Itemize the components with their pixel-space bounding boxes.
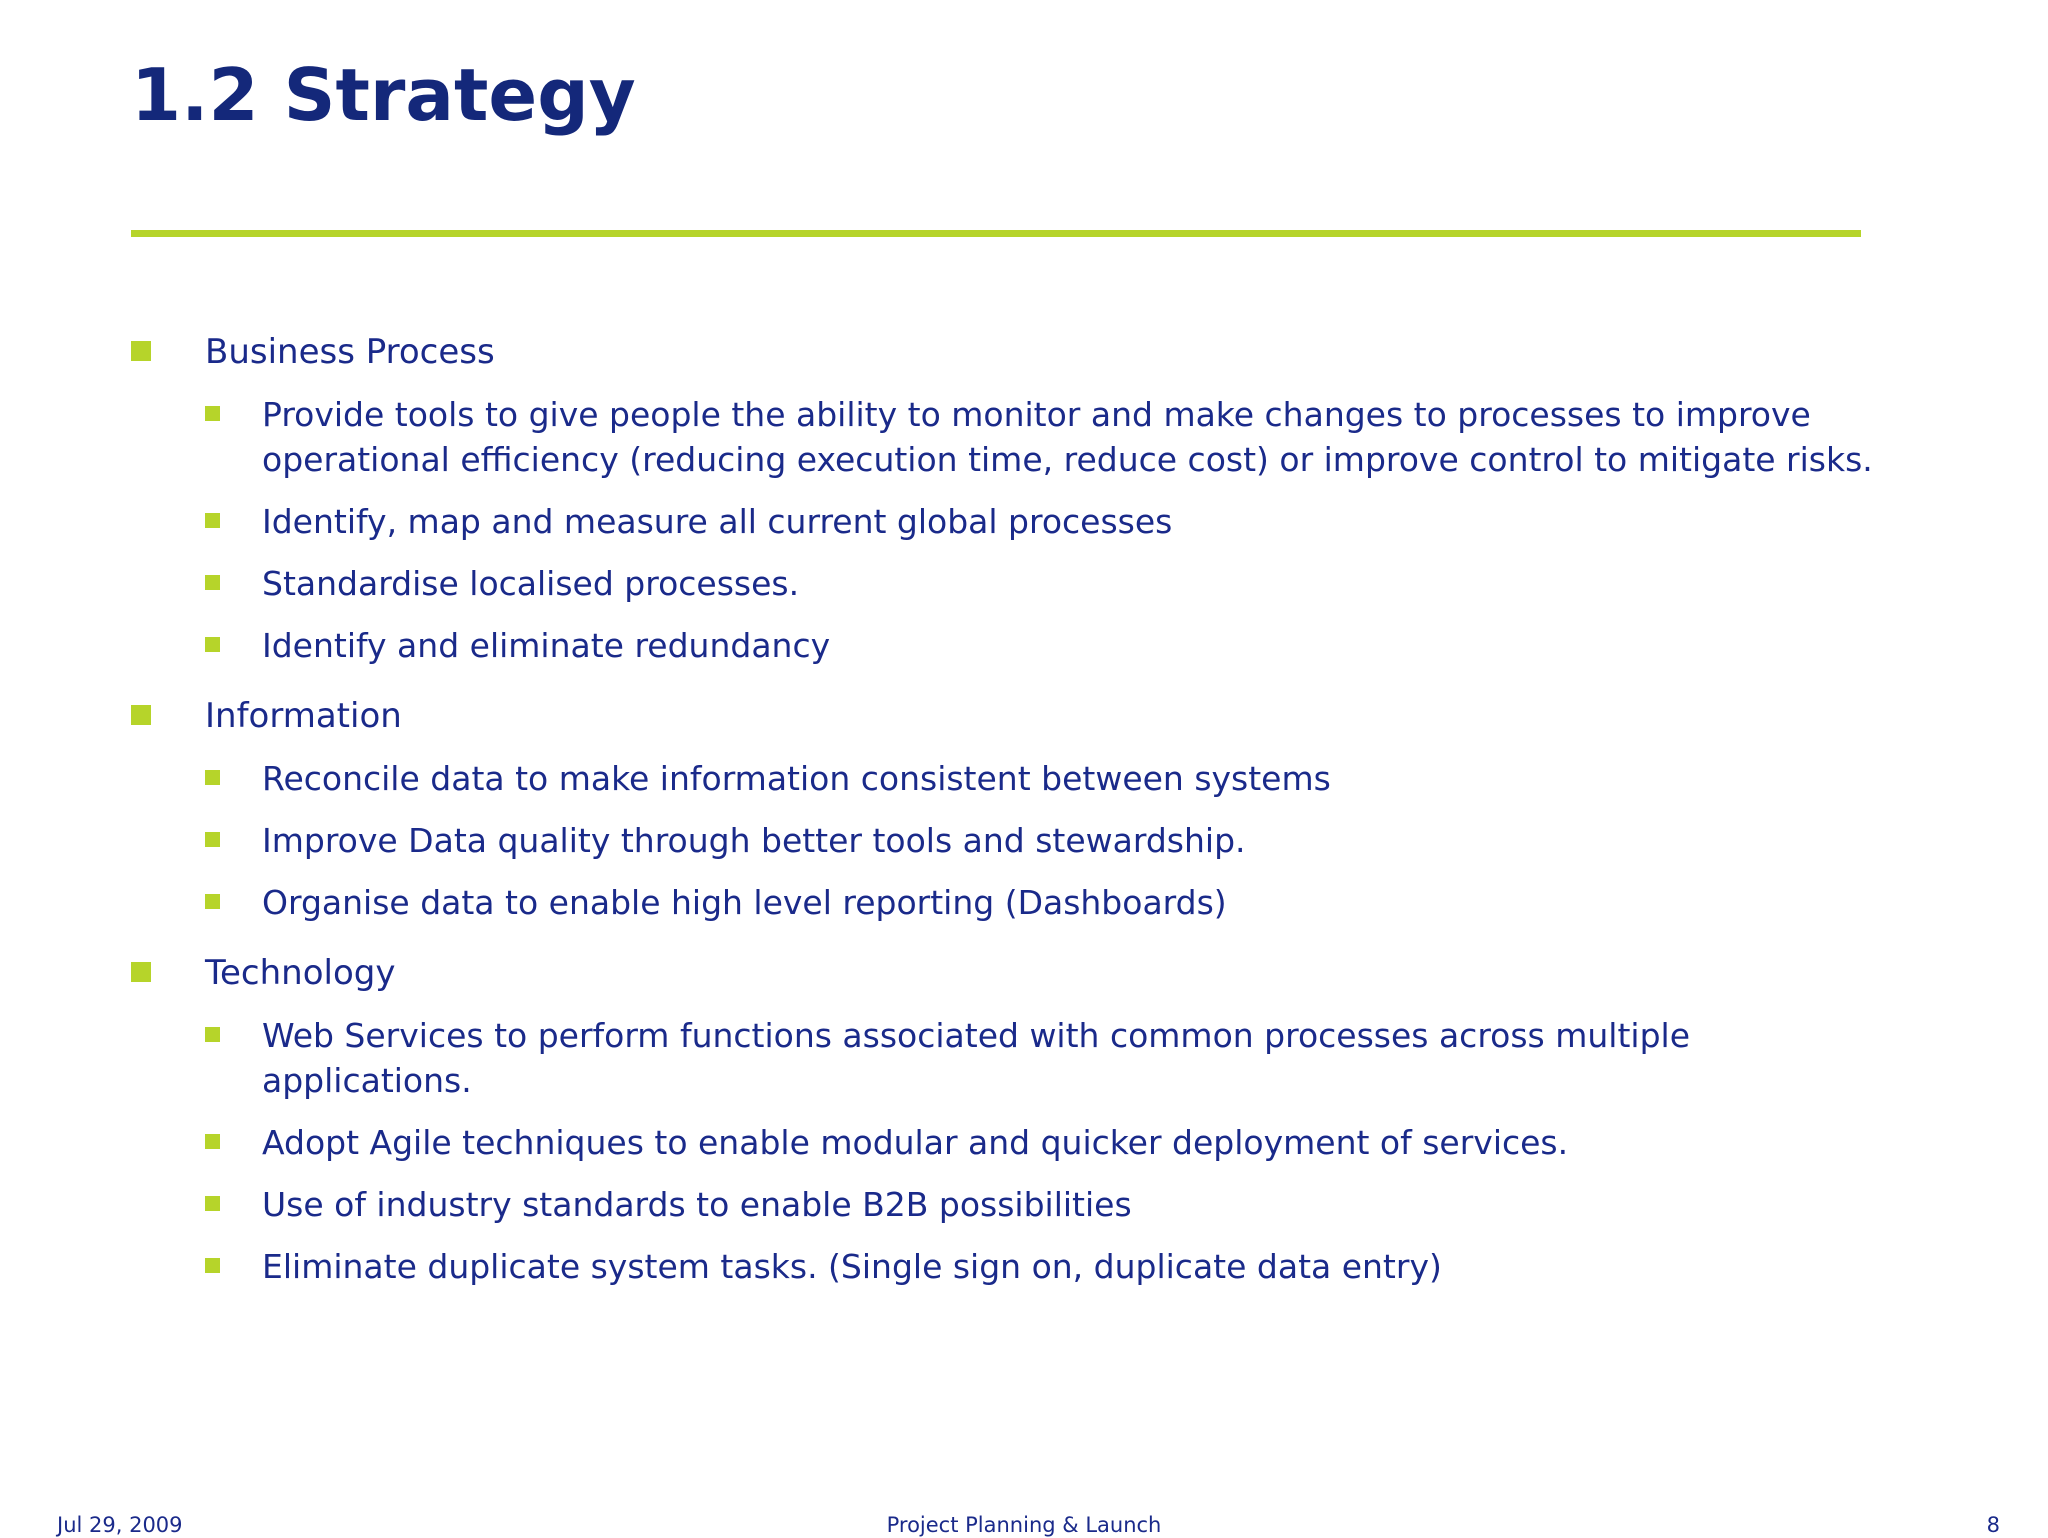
section-business-process	[131, 330, 1951, 668]
title-divider	[131, 230, 1861, 237]
slide-title: 1.2 Strategy	[131, 53, 636, 137]
bullet-level2	[205, 392, 1951, 482]
footer-date: Jul 29, 2009	[57, 1513, 183, 1537]
square-bullet-icon	[205, 1258, 220, 1273]
bullet-text: Standardise localised processes.	[262, 564, 800, 603]
section-heading: Information	[205, 696, 402, 736]
square-bullet-icon	[205, 637, 220, 652]
square-bullet-icon	[205, 406, 220, 421]
bullet-level2	[205, 818, 1951, 863]
sub-bullet-list	[131, 756, 1951, 925]
bullet-level2	[205, 880, 1951, 925]
square-bullet-icon	[205, 1134, 220, 1149]
bullet-level2	[205, 623, 1951, 668]
square-bullet-icon	[205, 575, 220, 590]
footer-title: Project Planning & Launch	[886, 1513, 1162, 1537]
square-bullet-icon	[205, 1027, 220, 1042]
bullet-text: Adopt Agile techniques to enable modular and quicker deployment of services.	[262, 1123, 1569, 1162]
square-bullet-icon	[205, 770, 220, 785]
section-heading: Business Process	[205, 332, 495, 372]
bullet-level2	[205, 756, 1951, 801]
square-bullet-icon	[205, 1196, 220, 1211]
section-technology	[131, 951, 1951, 1289]
sub-bullet-list	[131, 392, 1951, 668]
square-bullet-icon	[131, 962, 151, 982]
bullet-level2	[205, 499, 1951, 544]
bullet-level2	[205, 1182, 1951, 1227]
bullet-level2	[205, 1120, 1951, 1165]
square-bullet-icon	[205, 513, 220, 528]
square-bullet-icon	[205, 894, 220, 909]
square-bullet-icon	[131, 705, 151, 725]
section-information	[131, 694, 1951, 925]
bullet-text: Provide tools to give people the ability to monitor and make changes to processes to improve operational efficiency (reducing execution time, reduce cost) or improve control to mitigate risks.	[262, 395, 1873, 479]
bullet-text: Web Services to perform functions associated with common processes across multiple applications.	[262, 1016, 1690, 1100]
sub-bullet-list	[131, 1013, 1951, 1289]
bullet-level2	[205, 561, 1951, 606]
square-bullet-icon	[205, 832, 220, 847]
bullet-text: Identify and eliminate redundancy	[262, 626, 831, 665]
bullet-text: Organise data to enable high level reporting (Dashboards)	[262, 883, 1227, 922]
bullet-level1	[131, 330, 1951, 374]
bullet-text: Identify, map and measure all current global processes	[262, 502, 1173, 541]
bullet-text: Improve Data quality through better tools and stewardship.	[262, 821, 1246, 860]
bullet-text: Use of industry standards to enable B2B possibilities	[262, 1185, 1132, 1224]
page-number: 8	[1986, 1513, 2000, 1537]
bullet-text: Eliminate duplicate system tasks. (Single sign on, duplicate data entry)	[262, 1247, 1442, 1286]
bullet-level2	[205, 1013, 1951, 1103]
bullet-level2	[205, 1244, 1951, 1289]
bullet-level1	[131, 951, 1951, 995]
square-bullet-icon	[131, 341, 151, 361]
bullet-text: Reconcile data to make information consistent between systems	[262, 759, 1331, 798]
bullet-content	[131, 330, 1951, 1315]
section-heading: Technology	[205, 953, 396, 993]
bullet-level1	[131, 694, 1951, 738]
